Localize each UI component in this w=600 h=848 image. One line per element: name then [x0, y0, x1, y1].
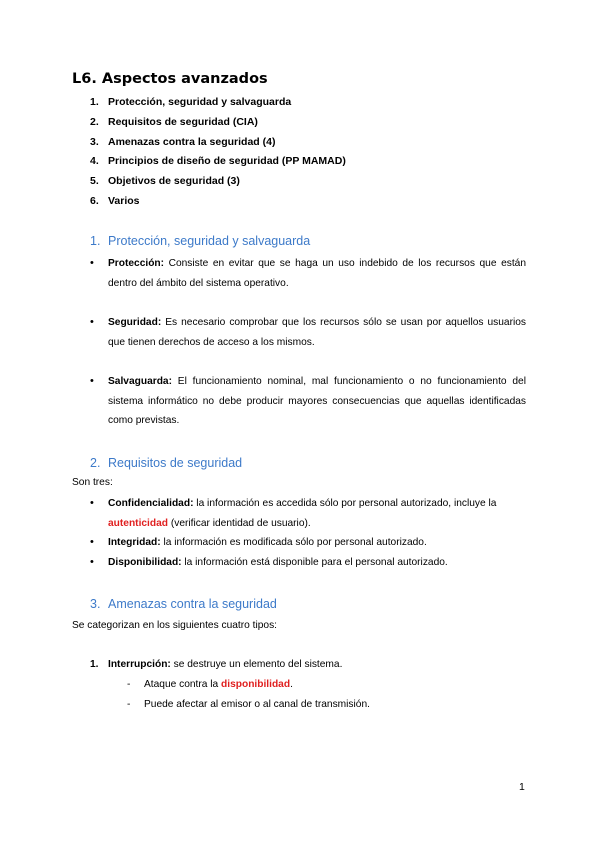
bullet-confidencialidad: • Confidencialidad: la información es accedida sólo por personal autorizado, incluye la autenticidad (verificar identidad de usuario). — [108, 494, 526, 533]
section-intro: Se categorizan en los siguientes cuatro tipos: — [72, 620, 278, 631]
bullet-integridad: • Integridad: la información es modificada sólo por personal autorizado. — [108, 533, 526, 553]
highlight-disponibilidad: disponibilidad — [221, 679, 291, 690]
bullet-proteccion: • Protección: Consiste en evitar que se haga un uso indebido de los recursos que están dentro del ámbito del sistema operativo. — [108, 254, 526, 293]
section-heading-proteccion: 1. Protección, seguridad y salvaguarda — [90, 234, 311, 248]
sub-item: - Ataque contra la disponibilidad. — [127, 679, 293, 690]
toc-item: 6. Varios — [90, 194, 140, 207]
section-heading-amenazas: 3. Amenazas contra la seguridad — [90, 597, 277, 611]
section-heading-requisitos: 2. Requisitos de seguridad — [90, 456, 243, 470]
sub-item: - Puede afectar al emisor o al canal de transmisión. — [127, 699, 370, 710]
table-of-contents — [90, 96, 346, 215]
bullet-seguridad: • Seguridad: Es necesario comprobar que los recursos sólo se usan por aquellos usuarios que tienen derechos de acceso a los mismos. — [108, 313, 526, 352]
toc-item: 4. Principios de diseño de seguridad (PP MAMAD) — [90, 155, 346, 168]
bullet-disponibilidad: • Disponibilidad: la información está disponible para el personal autorizado. — [108, 553, 526, 573]
page-number: 1 — [519, 781, 525, 793]
toc-item: 1. Protección, seguridad y salvaguarda — [90, 96, 292, 108]
numbered-item-interrupcion: 1. Interrupción: se destruye un elemento del sistema. — [90, 659, 343, 670]
toc-item: 3. Amenazas contra la seguridad (4) — [90, 135, 276, 148]
toc-item: 2. Requisitos de seguridad (CIA) — [90, 115, 258, 128]
section-intro: Son tres: — [72, 477, 113, 488]
toc-item: 5. Objetivos de seguridad (3) — [90, 175, 240, 188]
page-title: L6. Aspectos avanzados — [72, 71, 268, 87]
bullet-salvaguarda: • Salvaguarda: El funcionamiento nominal, mal funcionamiento o no funcionamiento del sistema informático no debe producir mayores consecuencias que aquellas identificadas como previstas. — [108, 372, 526, 431]
highlight-autenticidad: autenticidad — [108, 517, 169, 529]
